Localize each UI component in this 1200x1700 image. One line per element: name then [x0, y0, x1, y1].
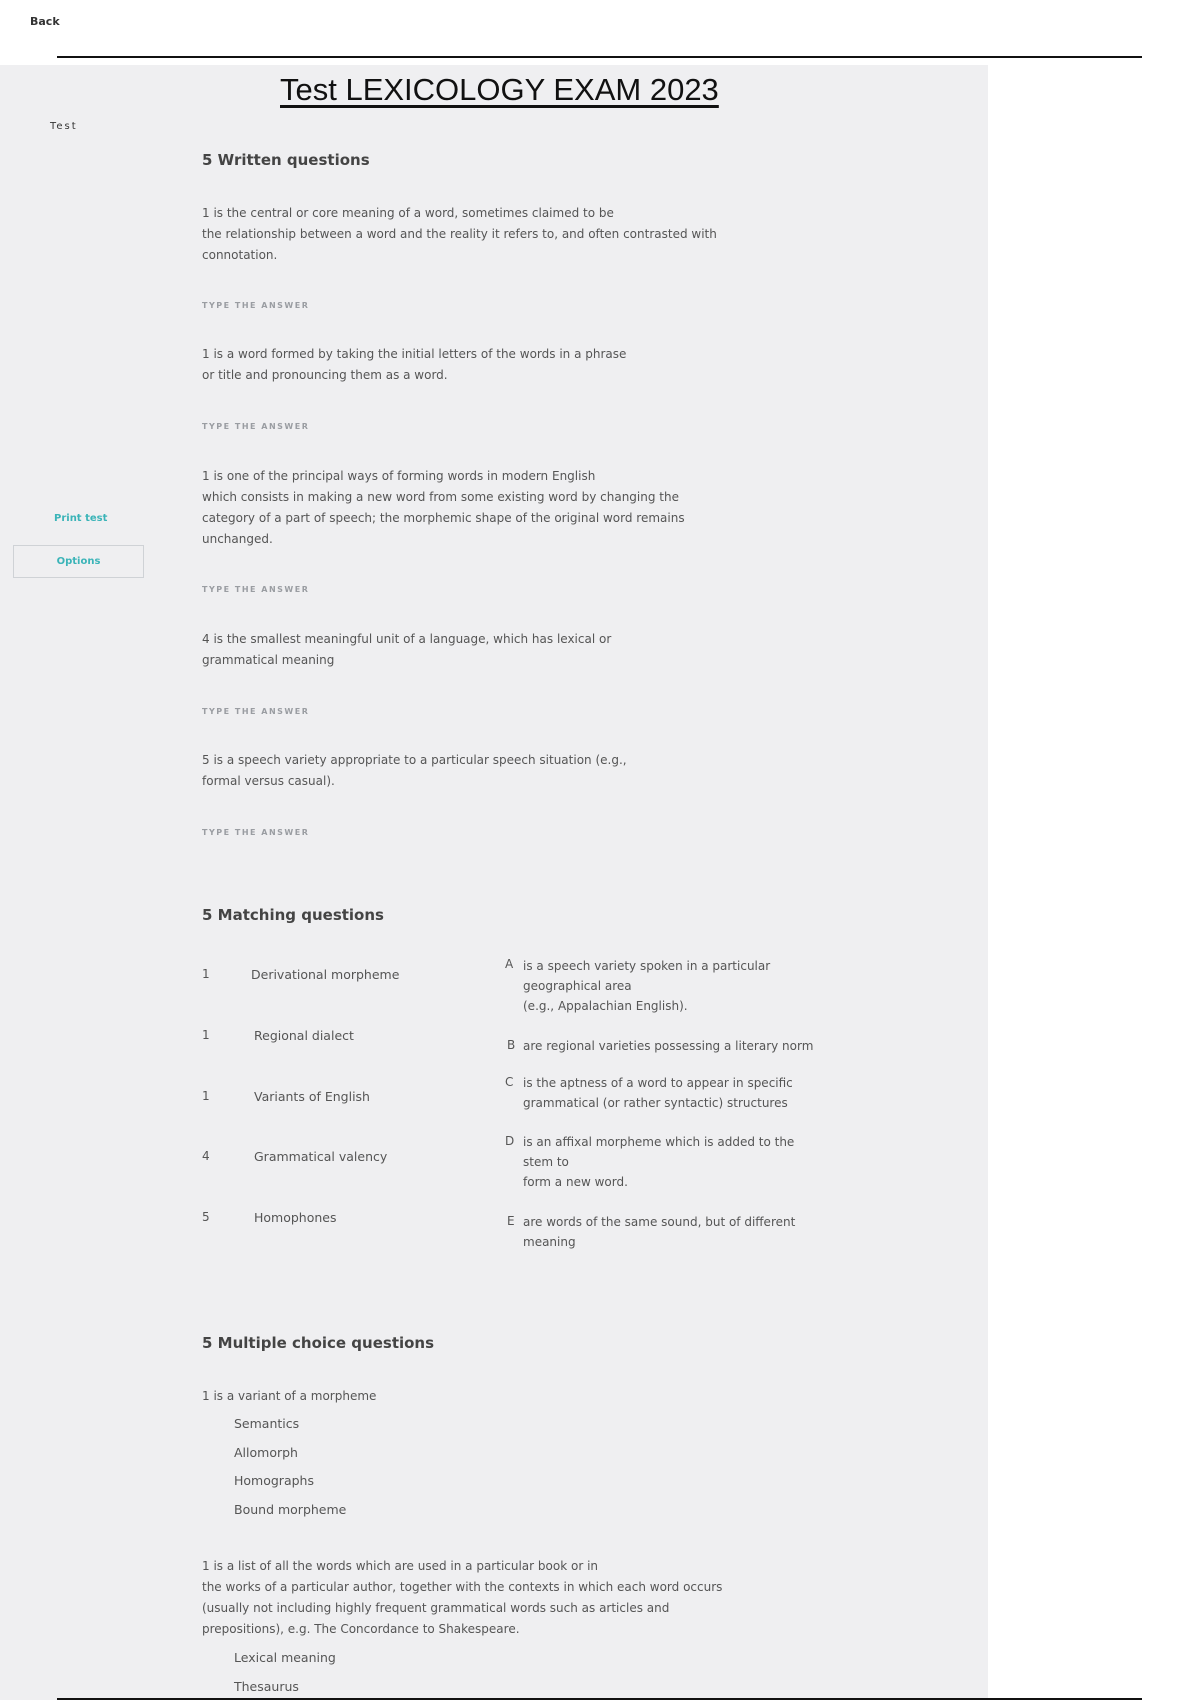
question-line: 1 is a list of all the words which are used in a particular book or in [202, 1559, 599, 1573]
mc-option[interactable]: Lexical meaning [234, 1650, 336, 1665]
matching-term: Regional dialect [254, 1028, 354, 1043]
matching-term: Derivational morpheme [251, 967, 400, 982]
written-question-5 [202, 750, 627, 792]
print-test-link[interactable]: Print test [54, 513, 108, 524]
answer-input-5[interactable]: TYPE THE ANSWER [202, 828, 310, 837]
answer-input-4[interactable]: TYPE THE ANSWER [202, 707, 310, 716]
question-line: unchanged. [202, 532, 273, 546]
question-line: 1 is the central or core meaning of a word, sometimes claimed to be [202, 206, 614, 220]
question-line: prepositions), e.g. The Concordance to Shakespeare. [202, 1622, 520, 1636]
matching-definition [523, 1073, 793, 1113]
page-title: Test LEXICOLOGY EXAM 2023 [280, 72, 719, 107]
definition-line: are regional varieties possessing a literary norm [523, 1039, 814, 1053]
written-question-1 [202, 203, 717, 266]
matching-definition-letter: B [507, 1038, 516, 1052]
definition-line: form a new word. [523, 1175, 628, 1189]
definition-line: geographical area [523, 979, 632, 993]
matching-term: Variants of English [254, 1089, 370, 1104]
top-divider [57, 56, 1142, 58]
mc-question-2 [202, 1556, 722, 1640]
question-line: 1 is one of the principal ways of forming words in modern English [202, 469, 596, 483]
answer-input-3[interactable]: TYPE THE ANSWER [202, 585, 310, 594]
content-panel [0, 65, 988, 1700]
question-line: 1 is a word formed by taking the initial letters of the words in a phrase [202, 347, 627, 361]
written-heading: 5 Written questions [202, 151, 370, 169]
matching-term-number: 1 [202, 967, 210, 981]
answer-input-2[interactable]: TYPE THE ANSWER [202, 422, 310, 431]
options-button[interactable] [13, 545, 144, 578]
definition-line: stem to [523, 1155, 569, 1169]
matching-term-number: 1 [202, 1028, 210, 1042]
multiple-choice-heading: 5 Multiple choice questions [202, 1334, 435, 1352]
question-line: (usually not including highly frequent grammatical words such as articles and [202, 1601, 670, 1615]
mc-option[interactable]: Homographs [234, 1473, 314, 1488]
matching-definition [523, 1132, 794, 1192]
matching-definition [523, 1036, 813, 1056]
written-question-2 [202, 344, 626, 386]
mc-option[interactable]: Semantics [234, 1416, 300, 1431]
matching-definition [523, 956, 770, 1016]
definition-line: is the aptness of a word to appear in specific [523, 1076, 793, 1090]
sidebar-label: Test [50, 121, 78, 132]
matching-term-number: 4 [202, 1149, 210, 1163]
question-line: the works of a particular author, together with the contexts in which each word occurs [202, 1580, 723, 1594]
mc-option[interactable]: Thesaurus [234, 1679, 299, 1694]
mc-question-1 [202, 1386, 376, 1407]
answer-input-1[interactable]: TYPE THE ANSWER [202, 301, 310, 310]
definition-line: grammatical (or rather syntactic) structures [523, 1096, 788, 1110]
question-line: grammatical meaning [202, 653, 335, 667]
matching-term-number: 1 [202, 1089, 210, 1103]
question-line: 4 is the smallest meaningful unit of a language, which has lexical or [202, 632, 612, 646]
question-line: connotation. [202, 248, 278, 262]
matching-definition-letter: D [505, 1134, 515, 1148]
options-button-label: Options [56, 556, 101, 567]
question-line: or title and pronouncing them as a word. [202, 368, 448, 382]
matching-definition-letter: E [507, 1214, 515, 1228]
mc-option[interactable]: Bound morpheme [234, 1502, 347, 1517]
question-line: category of a part of speech; the morphemic shape of the original word remains [202, 511, 685, 525]
matching-definition-letter: A [505, 957, 514, 971]
question-line: 5 is a speech variety appropriate to a particular speech situation (e.g., [202, 753, 627, 767]
question-line: the relationship between a word and the reality it refers to, and often contrasted with [202, 227, 717, 241]
definition-line: are words of the same sound, but of different [523, 1215, 796, 1229]
definition-line: meaning [523, 1235, 576, 1249]
back-link[interactable]: Back [30, 15, 60, 28]
matching-heading: 5 Matching questions [202, 906, 384, 924]
question-line: 1 is a variant of a morpheme [202, 1389, 377, 1403]
question-line: formal versus casual). [202, 774, 335, 788]
mc-option[interactable]: Allomorph [234, 1445, 298, 1460]
matching-term: Grammatical valency [254, 1149, 388, 1164]
matching-term: Homophones [254, 1210, 337, 1225]
matching-definition-letter: C [505, 1075, 514, 1089]
written-question-3 [202, 466, 685, 550]
written-question-4 [202, 629, 611, 671]
definition-line: is a speech variety spoken in a particular [523, 959, 771, 973]
definition-line: is an affixal morpheme which is added to the [523, 1135, 795, 1149]
definition-line: (e.g., Appalachian English). [523, 999, 688, 1013]
question-line: which consists in making a new word from some existing word by changing the [202, 490, 679, 504]
matching-definition [523, 1212, 795, 1252]
matching-term-number: 5 [202, 1210, 210, 1224]
